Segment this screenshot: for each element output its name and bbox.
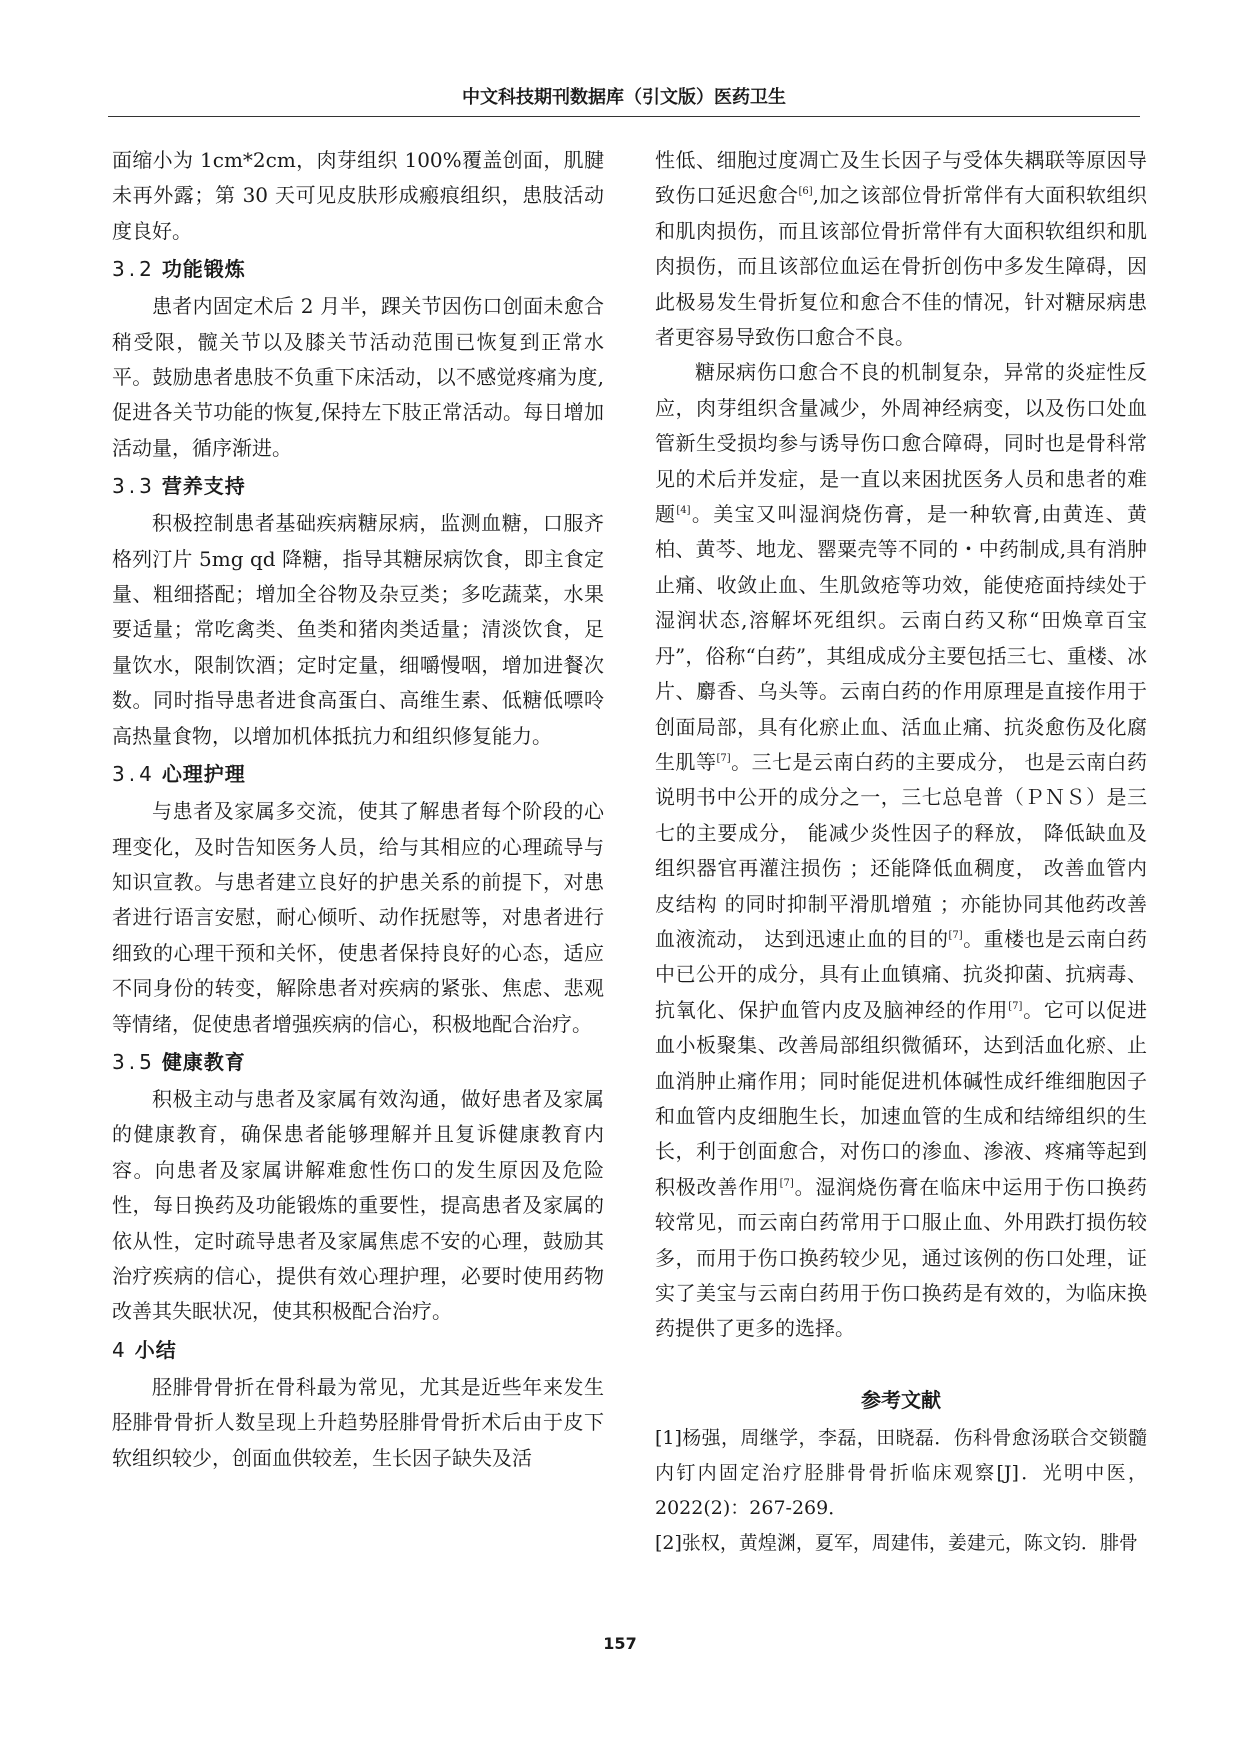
section-number: 3.4	[112, 762, 156, 787]
citation-7: [7]	[948, 929, 963, 941]
citation-7: [7]	[1008, 1000, 1023, 1012]
left-column	[112, 143, 604, 1476]
section-title: 功能锻炼	[161, 257, 246, 282]
citation-4: [4]	[676, 505, 691, 517]
reference-item: [2]张权，黄煌渊，夏军，周建伟，姜建元，陈文钧．腓骨	[655, 1531, 1138, 1554]
paragraph-continuation: 性低、细胞过度凋亡及生长因子与受体失耦联等原因导致伤口延迟愈合[6],加之该部位骨折常伴有大面积软组织和肌肉损伤，而且该部位骨折常伴有大面积软组织和肌肉损伤，而且该部位血运在骨折创伤中多发生障碍，因此极易发生骨折复位和愈合不佳的情况，针对糖尿病患者更容易导致伤口愈合不良。	[655, 148, 1148, 350]
page-number: 157	[603, 1634, 637, 1653]
section-title: 营养支持	[161, 474, 246, 499]
section-title: 心理护理	[161, 762, 246, 787]
section-title: 小结	[134, 1337, 177, 1362]
paragraph-education: 积极主动与患者及家属有效沟通，做好患者及家属的健康教育，确保患者能够理解并且复诉健康教育内容。向患者及家属讲解难愈性伤口的发生原因及危险性，每日换药及功能锻炼的重要性，提高患者及家属的依从性，定时疏导患者及家属焦虑不安的心理，鼓励其治疗疾病的信心，提供有效心理护理，必要时使用药物改善其失眠状况，使其积极配合治疗。	[112, 1086, 604, 1324]
paragraph-psychology: 与患者及家属多交流，使其了解患者每个阶段的心理变化，及时告知医务人员，给与其相应的心理疏导与知识宣教。与患者建立良好的护患关系的前提下，对患者进行语言安慰，耐心倾听、动作抚慰等，对患者进行细致的心理干预和关怀，使患者保持良好的心态，适应不同身份的转变，解除患者对疾病的紧张、焦虑、悲观等情绪，促使患者增强疾病的信心，积极地配合治疗。	[112, 799, 604, 1036]
paragraph-discussion: 糖尿病伤口愈合不良的机制复杂，异常的炎症性反应，肉芽组织含量减少，外周神经病变，以及伤口处血管新生受损均参与诱导伤口愈合障碍，同时也是骨科常见的术后并发症，是一直以来困扰医务人员和患者的难题[4]。美宝又叫湿润烧伤膏，是一种软膏,由黄连、黄柏、黄芩、地龙、罂粟壳等不同的・中药制成,具有消肿止痛、收敛止血、生肌敛疮等功效，能使疮面持续处于湿润状态,溶解坏死组织。云南白药又称“田焕章百宝丹”，俗称“白药”，其组成成分主要包括三七、重楼、冰片、麝香、乌头等。云南白药的作用原理是直接作用于创面局部，具有化瘀止血、活血止痛、抗炎愈伤及化腐生肌等[7]。三七是云南白药的主要成分， 也是云南白药说明书中公开的成分之一，三七总皂普（ＰＮＳ）是三七的主要成分， 能减少炎性因子的释放， 降低缺血及组织器官再灌注损伤 ；还能降低血稠度， 改善血管内皮结构 的同时抑制平滑肌增殖 ；亦能协同其他药改善血液流动， 达到迅速止血的目的[7]。重楼也是云南白药中已公开的成分，具有止血镇痛、抗炎抑菌、抗病毒、抗氧化、保护血管内皮及脑神经的作用[7]。它可以促进血小板聚集、改善局部组织微循环，达到活血化瘀、止血消肿止痛作用；同时能促进机体碱性成纤维细胞因子和血管内皮细胞生长，加速血管的生成和结缔组织的生长，利于创面愈合，对伤口的渗血、渗液、疼痛等起到积极改善作用[7]。湿润烧伤膏在临床中运用于伤口换药较常见，而云南白药常用于口服止血、外用跌打损伤较多，而用于伤口换药较少见，通过该例的伤口处理，证实了美宝与云南白药用于伤口换药是有效的，为临床换药提供了更多的选择。	[655, 360, 1148, 1341]
section-number: 3.2	[112, 257, 156, 282]
section-heading-4	[112, 1334, 604, 1366]
section-heading-3-4	[112, 758, 604, 790]
paragraph-nutrition: 积极控制患者基础疾病糖尿病，监测血糖，口服齐格列汀片 5mg qd 降糖，指导其糖尿病饮食，即主食定量、粗细搭配；增加全谷物及杂豆类；多吃蔬菜，水果要适量；常吃禽类、鱼类和猪肉类适量；清淡饮食，足量饮水，限制饮酒；定时定量，细嚼慢咽，增加进餐次数。同时指导患者进食高蛋白、高维生素、低糖低嘌呤高热量食物，以增加机体抵抗力和组织修复能力。	[112, 511, 604, 748]
paragraph-wound-result: 面缩小为 1cm*2cm，肉芽组织 100%覆盖创面，肌腱未再外露；第 30 天可见皮肤形成瘢痕组织，患肢活动度良好。	[112, 148, 604, 243]
section-number: 3.3	[112, 474, 156, 499]
section-heading-3-3	[112, 470, 604, 502]
section-number: 4	[112, 1337, 129, 1362]
paragraph-summary: 胫腓骨骨折在骨科最为常见，尤其是近些年来发生胫腓骨骨折人数呈现上升趋势胫腓骨骨折术后由于皮下软组织较少，创面血供较差，生长因子缺失及活	[112, 1374, 604, 1470]
citation-7: [7]	[716, 752, 731, 764]
section-number: 3.5	[112, 1049, 156, 1074]
right-column	[655, 143, 1147, 1561]
citation-6: [6]	[798, 186, 813, 198]
citation-7: [7]	[779, 1177, 794, 1189]
reference-item: [1]杨强，周继学，李磊，田晓磊．伤科骨愈汤联合交锁髓内钉内固定治疗胫腓骨骨折临床观察[J]．光明中医，2022(2)：267-269．	[655, 1426, 1147, 1519]
references-title: 参考文献	[861, 1387, 941, 1412]
section-title: 健康教育	[161, 1049, 246, 1074]
section-heading-3-2	[112, 253, 604, 285]
running-header: 中文科技期刊数据库（引文版）医药卫生	[108, 80, 1140, 117]
section-heading-3-5	[112, 1046, 604, 1078]
paragraph-exercise: 患者内固定术后 2 月半，踝关节因伤口创面未愈合稍受限，髋关节以及膝关节活动范围已恢复到正常水平。鼓励患者患肢不负重下床活动，以不感觉疼痛为度,促进各关节功能的恢复,保持左下肢正常活动。每日增加活动量，循序渐进。	[112, 294, 604, 460]
